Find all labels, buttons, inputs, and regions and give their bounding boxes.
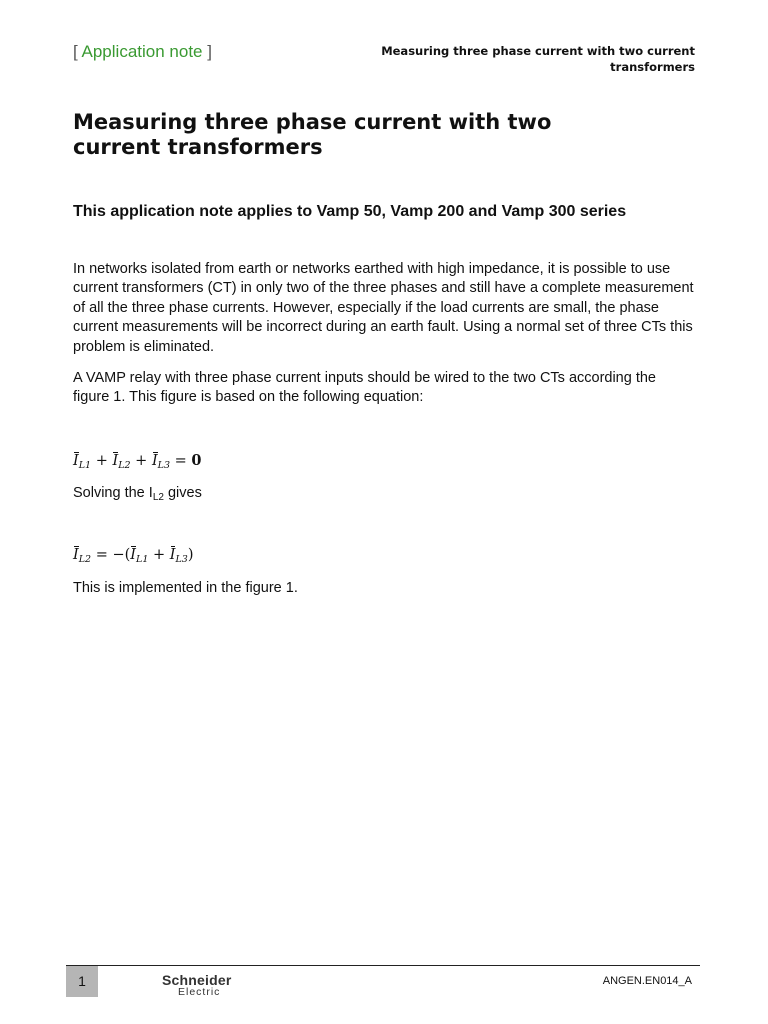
eq1-term2-sub: L2 (118, 460, 131, 471)
eq2-minus-open: −( (112, 547, 131, 563)
eq1-term3-sub: L3 (157, 460, 171, 471)
bracket-close: ] (202, 42, 212, 61)
eq1-equals: = (174, 453, 187, 469)
header-section-label (73, 42, 212, 62)
current-symbol: I (73, 453, 79, 469)
page-subtitle: This application note applies to Vamp 50, Vamp 200 and Vamp 300 series (73, 203, 627, 220)
solving-text-sub: L2 (152, 492, 164, 503)
current-symbol: I (73, 547, 79, 563)
application-note-label: Application note (81, 42, 203, 61)
bracket-open: [ (73, 42, 82, 61)
eq2-t2-sub: L3 (175, 554, 188, 565)
eq2-lhs-sub: L2 (78, 554, 92, 565)
equation-sum-currents (73, 452, 202, 471)
implemented-paragraph: This is implemented in the figure 1. (73, 580, 298, 596)
eq1-rhs: 0 (191, 452, 202, 469)
equation-solved-il2 (73, 547, 194, 565)
eq2-equals: = (95, 547, 108, 563)
current-symbol: I (151, 453, 158, 469)
solving-text-pre: Solving the I (73, 485, 153, 501)
schneider-electric-logo (162, 974, 232, 998)
wiring-paragraph: A VAMP relay with three phase current inputs should be wired to the two CTs according the figure 1. This figure is based on the following equation: (73, 370, 656, 406)
page-number: 1 (66, 966, 98, 997)
document-reference: ANGEN.EN014_A (602, 975, 692, 987)
intro-paragraph: In networks isolated from earth or networks earthed with high impedance, it is possible to use current transformers (CT) in only two of the three phases and still have a complete measurement of all the three phase currents. However, especially if the load currents are small, the phase current measurements will be incorrect during an earth fault. Using a normal set of three CTs this problem is eliminated. (73, 261, 694, 355)
logo-line2: Electric (178, 986, 221, 998)
eq1-plus-2: + (135, 453, 148, 469)
eq2-t1-sub: L1 (136, 554, 149, 565)
footer-divider (66, 965, 700, 966)
page-title: Measuring three phase current with two current transformers (73, 110, 552, 159)
current-symbol: I (130, 547, 137, 563)
running-title: Measuring three phase current with two current transformers (381, 44, 695, 74)
eq2-plus: + (152, 547, 166, 563)
eq1-term1-sub: L1 (78, 460, 92, 471)
current-symbol: I (169, 547, 176, 563)
eq2-close: ) (187, 547, 194, 563)
solving-text-post: gives (163, 485, 202, 501)
current-symbol: I (112, 453, 119, 469)
logo-line1: Schneider (162, 972, 232, 988)
eq1-plus-1: + (95, 453, 108, 469)
solving-paragraph (73, 484, 695, 507)
